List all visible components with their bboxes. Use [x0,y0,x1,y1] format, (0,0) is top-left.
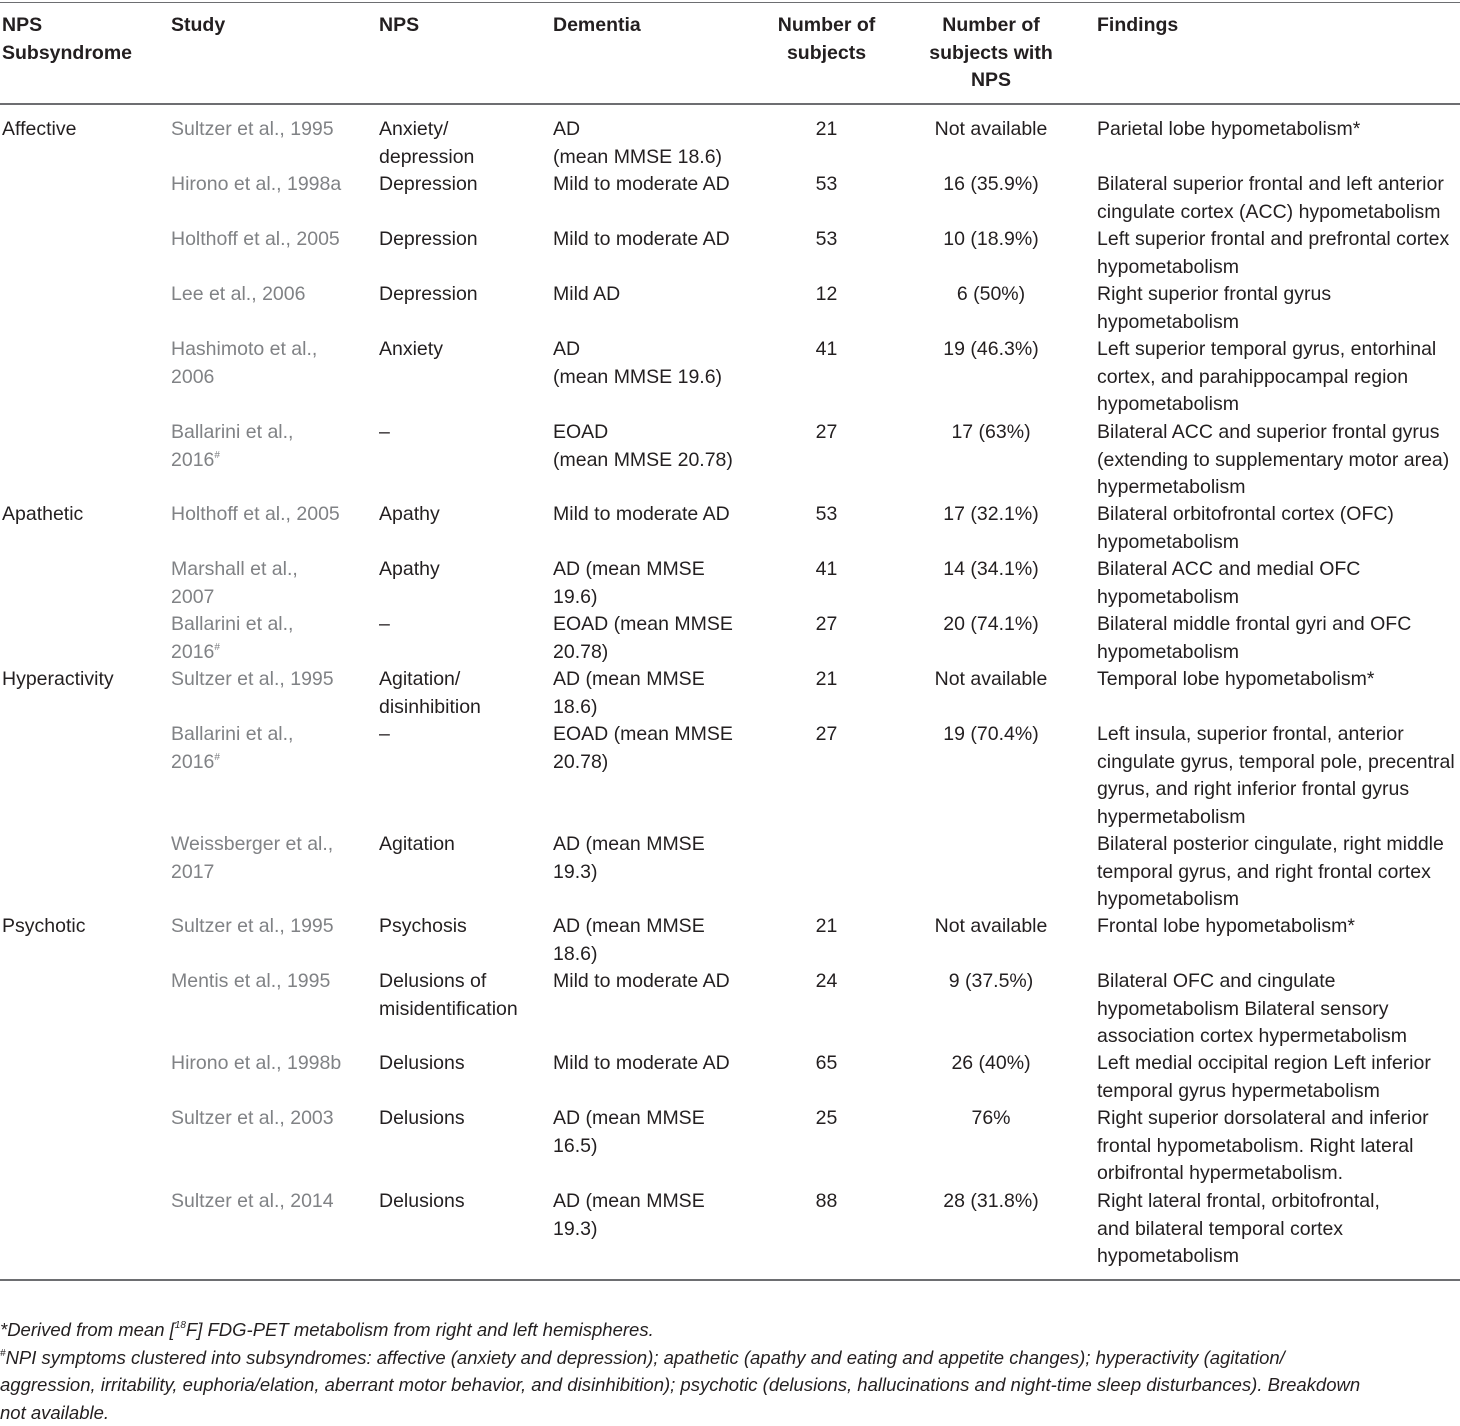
header-subsyndrome: NPS Subsyndrome [2,14,133,64]
cell-nps: Agitation/ disinhibition [379,668,481,718]
cell-study [171,116,371,144]
cell-n: 53 [815,503,838,525]
cell-findings: Left insula, superior frontal, anterior cingulate gyrus, temporal pole, precentral gyrus, and right inferior frontal gyrus hypermetabolism [1097,723,1455,828]
study-text: Sultzer et al., 1995 [171,118,334,140]
cell-n-nps: 20 (74.1%) [943,613,1039,635]
study-text: Holthoff et al., 2005 [171,503,340,525]
cell-n-nps: 10 (18.9%) [943,228,1039,250]
cell-study [171,556,371,611]
cell-findings: Left medial occipital region Left inferior temporal gyrus hypermetabolism [1097,1052,1431,1102]
cell-nps: Agitation [379,833,455,855]
cell-n: 25 [815,1107,838,1129]
study-text: Weissberger et al., 2017 [171,833,334,883]
header-subjects-with-nps: Number of subjects with NPS [929,14,1053,91]
cell-n-nps: 19 (70.4%) [943,723,1039,745]
cell-nps: Delusions of misidentification [379,970,518,1020]
cell-findings: Right lateral frontal, orbitofrontal, and bilateral temporal cortex hypometabolism [1097,1190,1380,1267]
cell-n-nps: 16 (35.9%) [943,173,1039,195]
cell-nps: – [379,421,390,443]
cell-nps: Apathy [379,558,440,580]
cell-study [171,336,371,391]
study-text: Sultzer et al., 1995 [171,668,334,690]
cell-findings: Bilateral orbitofrontal cortex (OFC) hypometabolism [1097,503,1394,553]
cell-subsyndrome: Psychotic [2,915,86,937]
cell-findings: Bilateral middle frontal gyri and OFC hypometabolism [1097,613,1412,663]
header-subjects: Number of subjects [777,14,876,64]
cell-dementia: EOAD (mean MMSE 20.78) [553,723,733,773]
cell-findings: Temporal lobe hypometabolism* [1097,668,1375,690]
cell-n: 53 [815,173,838,195]
cell-n: 12 [815,283,838,305]
cell-n-nps: Not available [934,915,1048,937]
cell-study [171,721,371,776]
cell-dementia: AD (mean MMSE 18.6) [553,668,705,718]
cell-study [171,913,371,941]
cell-findings: Right superior dorsolateral and inferior frontal hypometabolism. Right lateral orbifrontal hypermetabolism. [1097,1107,1429,1184]
study-text: Holthoff et al., 2005 [171,228,340,250]
cell-n: 41 [815,558,838,580]
cell-nps: Delusions [379,1107,465,1129]
cell-findings: Bilateral ACC and medial OFC hypometabolism [1097,558,1361,608]
cell-n: 65 [815,1052,838,1074]
cell-dementia: AD (mean MMSE 18.6) [553,118,723,168]
cell-study [171,1050,371,1078]
cell-subsyndrome: Hyperactivity [2,668,114,690]
cell-findings: Frontal lobe hypometabolism* [1097,915,1355,937]
study-text: Marshall et al., 2007 [171,558,298,608]
cell-n: 21 [815,118,838,140]
cell-study [171,1188,371,1216]
bottom-rule [0,1279,1460,1281]
cell-findings: Bilateral superior frontal and left anterior cingulate cortex (ACC) hypometabolism [1097,173,1444,223]
study-text: Ballarini et al., 2016 [171,723,294,773]
cell-n: 21 [815,915,838,937]
cell-study [171,501,371,529]
cell-dementia: Mild to moderate AD [553,970,730,992]
cell-study [171,968,371,996]
cell-n-nps: 28 (31.8%) [943,1190,1039,1212]
cell-nps: Depression [379,173,478,195]
cell-dementia: AD (mean MMSE 19.3) [553,1190,705,1240]
header-study: Study [171,14,226,36]
cell-n: 88 [815,1190,838,1212]
cell-n-nps: 19 (46.3%) [943,338,1039,360]
cell-study [171,171,371,199]
cell-dementia: AD (mean MMSE 19.3) [553,833,705,883]
cell-findings: Bilateral OFC and cingulate hypometabolism Bilateral sensory association cortex hypermetabolism [1097,970,1407,1047]
cell-study [171,281,371,309]
study-text: Ballarini et al., 2016 [171,421,294,471]
header-rule [0,103,1460,105]
cell-n: 21 [815,668,838,690]
study-text: Hirono et al., 1998b [171,1052,342,1074]
top-rule [0,2,1460,3]
cell-n-nps: 26 (40%) [951,1052,1031,1074]
cell-study [171,226,371,254]
cell-n-nps: Not available [934,118,1048,140]
footnote-mark: # [214,641,220,653]
cell-nps: Psychosis [379,915,467,937]
cell-dementia: Mild to moderate AD [553,173,730,195]
cell-dementia: Mild to moderate AD [553,228,730,250]
footnote-1: *Derived from mean [$^{18}$F] FDG-PET metabolism from right and left hemispheres. [0,1318,654,1340]
cell-nps: Anxiety [379,338,443,360]
cell-n: 27 [815,421,838,443]
cell-n-nps: Not available [934,668,1048,690]
footnote-mark: # [214,449,220,461]
footnote-2: #NPI symptoms clustered into subsyndromes: affective (anxiety and depression); apathetic (apathy and eating and appetite changes); hyperactivity (agitation/ aggression, irritability, euphoria/elation, aberrant motor behavior, and disinhibition); psychotic (delusions, hallucinations and night-time sleep disturbances). Breakdown not available. [0,1346,1361,1423]
cell-findings: Left superior temporal gyrus, entorhinal cortex, and parahippocampal region hypometabolism [1097,338,1437,415]
cell-study [171,1105,371,1133]
study-text: Sultzer et al., 2003 [171,1107,334,1129]
study-text: Hirono et al., 1998a [171,173,342,195]
study-text: Hashimoto et al., 2006 [171,338,318,388]
cell-dementia: Mild to moderate AD [553,1052,730,1074]
cell-nps: Delusions [379,1190,465,1212]
cell-findings: Bilateral ACC and superior frontal gyrus (extending to supplementary motor area) hypermetabolism [1097,421,1450,498]
cell-dementia: AD (mean MMSE 16.5) [553,1107,705,1157]
cell-study [171,831,371,886]
cell-n: 53 [815,228,838,250]
cell-dementia: AD (mean MMSE 19.6) [553,338,723,388]
cell-n-nps: 6 (50%) [956,283,1026,305]
cell-n-nps: 76% [971,1107,1011,1129]
cell-nps: Apathy [379,503,440,525]
cell-findings: Parietal lobe hypometabolism* [1097,118,1361,140]
cell-dementia: Mild AD [553,283,621,305]
cell-findings: Bilateral posterior cingulate, right middle temporal gyrus, and right frontal cortex hypometabolism [1097,833,1444,910]
cell-study [171,611,371,666]
cell-dementia: AD (mean MMSE 18.6) [553,915,705,965]
study-text: Sultzer et al., 1995 [171,915,334,937]
study-text: Sultzer et al., 2014 [171,1190,334,1212]
cell-nps: Anxiety/ depression [379,118,475,168]
cell-n-nps: 9 (37.5%) [948,970,1034,992]
cell-n-nps: 14 (34.1%) [943,558,1039,580]
study-text: Lee et al., 2006 [171,283,306,305]
cell-nps: Depression [379,228,478,250]
header-dementia: Dementia [553,14,641,36]
cell-n: 24 [815,970,838,992]
cell-findings: Right superior frontal gyrus hypometabolism [1097,283,1332,333]
header-findings: Findings [1097,14,1179,36]
cell-n-nps: 17 (32.1%) [943,503,1039,525]
cell-nps: – [379,723,390,745]
study-text: Mentis et al., 1995 [171,970,331,992]
cell-dementia: AD (mean MMSE 19.6) [553,558,705,608]
cell-subsyndrome: Apathetic [2,503,84,525]
cell-study [171,666,371,694]
header-nps: NPS [379,14,420,36]
cell-n: 27 [815,613,838,635]
cell-dementia: EOAD (mean MMSE 20.78) [553,421,733,471]
cell-nps: Depression [379,283,478,305]
cell-dementia: EOAD (mean MMSE 20.78) [553,613,733,663]
cell-n-nps: 17 (63%) [951,421,1031,443]
cell-study [171,419,371,474]
cell-findings: Left superior frontal and prefrontal cortex hypometabolism [1097,228,1450,278]
study-text: Ballarini et al., 2016 [171,613,294,663]
cell-n: 27 [815,723,838,745]
footnote-mark: # [214,751,220,763]
cell-n: 41 [815,338,838,360]
cell-nps: Delusions [379,1052,465,1074]
cell-dementia: Mild to moderate AD [553,503,730,525]
cell-nps: – [379,613,390,635]
cell-subsyndrome: Affective [2,118,77,140]
